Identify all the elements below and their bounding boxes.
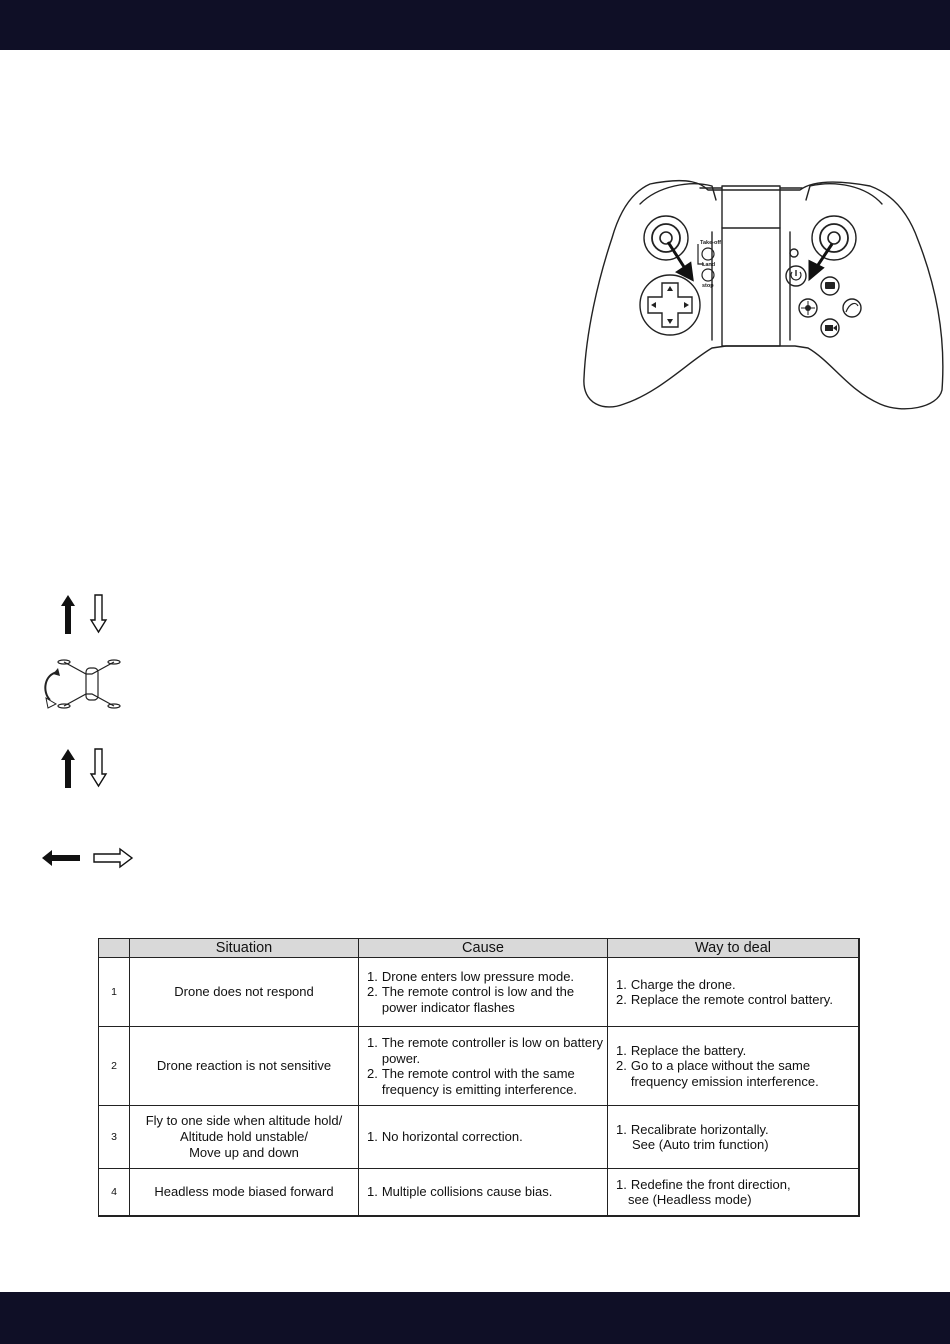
column-header-way-to-deal: Way to deal: [608, 939, 860, 958]
troubleshooting-table: [98, 938, 860, 1217]
list-item: 2. The remote control is low and the power indicator flashes: [367, 984, 575, 1015]
row-number: 1: [99, 958, 130, 1027]
situation-cell: Drone does not respond: [130, 958, 359, 1027]
list-item: 2. Go to a place without the same frequency emission interference.: [616, 1058, 819, 1089]
table-row: [99, 1169, 860, 1217]
situation-cell: Drone reaction is not sensitive: [130, 1027, 359, 1106]
up-down-arrows-icon: [58, 592, 110, 636]
list-item: 2. Replace the remote control battery.: [616, 992, 833, 1007]
table-row: [99, 1027, 860, 1106]
left-joystick: [644, 216, 688, 260]
cause-cell: [359, 1169, 608, 1217]
footer-band: [0, 1292, 950, 1344]
controller-body: [584, 181, 943, 409]
land-label: Land: [702, 262, 716, 268]
table-row: [99, 958, 860, 1027]
direction-pad: [640, 275, 700, 335]
row-number: 2: [99, 1027, 130, 1106]
list-item: 1. Drone enters low pressure mode.: [367, 968, 575, 984]
row-number: 3: [99, 1106, 130, 1169]
flip-button: [843, 299, 861, 317]
list-item: see (Headless mode): [628, 1192, 752, 1207]
table-row: [99, 1106, 860, 1169]
list-item: See (Auto trim function): [632, 1137, 769, 1152]
phone-clamp: [722, 186, 780, 346]
list-item: 1. The remote controller is low on battery power.: [367, 1035, 603, 1066]
left-right-arrows-icon: [40, 846, 134, 870]
right-joystick: [812, 216, 856, 260]
list-item: 1. Charge the drone.: [616, 976, 736, 992]
situation-line: Altitude hold unstable/: [180, 1129, 308, 1144]
situation-cell: Headless mode biased forward: [130, 1169, 359, 1217]
way-to-deal-cell: [608, 1027, 860, 1106]
cause-cell: [359, 1027, 608, 1106]
column-header-situation: Situation: [130, 939, 359, 958]
list-item: 1. Multiple collisions cause bias.: [367, 1184, 553, 1200]
list-item: 2. The remote control with the same frequency is emitting interference.: [367, 1066, 577, 1097]
list-item: 1. Replace the battery.: [616, 1042, 747, 1058]
drone-rotate-icon: [34, 654, 126, 714]
list-item: 1. Redefine the front direction,: [616, 1176, 791, 1192]
column-header-cause: Cause: [359, 939, 608, 958]
indicator-light: [790, 249, 798, 257]
list-item: 1. Recalibrate horizontally.: [616, 1121, 769, 1137]
header-band: [0, 0, 950, 50]
stop-label: stop: [702, 283, 714, 289]
way-to-deal-cell: [608, 1169, 860, 1217]
table-header-row: [99, 939, 860, 958]
way-to-deal-cell: [608, 958, 860, 1027]
cause-cell: [359, 1106, 608, 1169]
column-header-number: [99, 939, 130, 958]
row-number: 4: [99, 1169, 130, 1217]
way-to-deal-cell: [608, 1106, 860, 1169]
remote-controller-illustration: [578, 174, 950, 414]
list-item: 1. No horizontal correction.: [367, 1129, 523, 1145]
takeoff-label: Take-off: [700, 240, 721, 246]
situation-line: Fly to one side when altitude hold/: [145, 1113, 343, 1128]
up-down-arrows-icon: [58, 746, 110, 790]
cause-cell: [359, 958, 608, 1027]
situation-cell: [130, 1106, 359, 1169]
situation-line: Move up and down: [189, 1145, 299, 1160]
